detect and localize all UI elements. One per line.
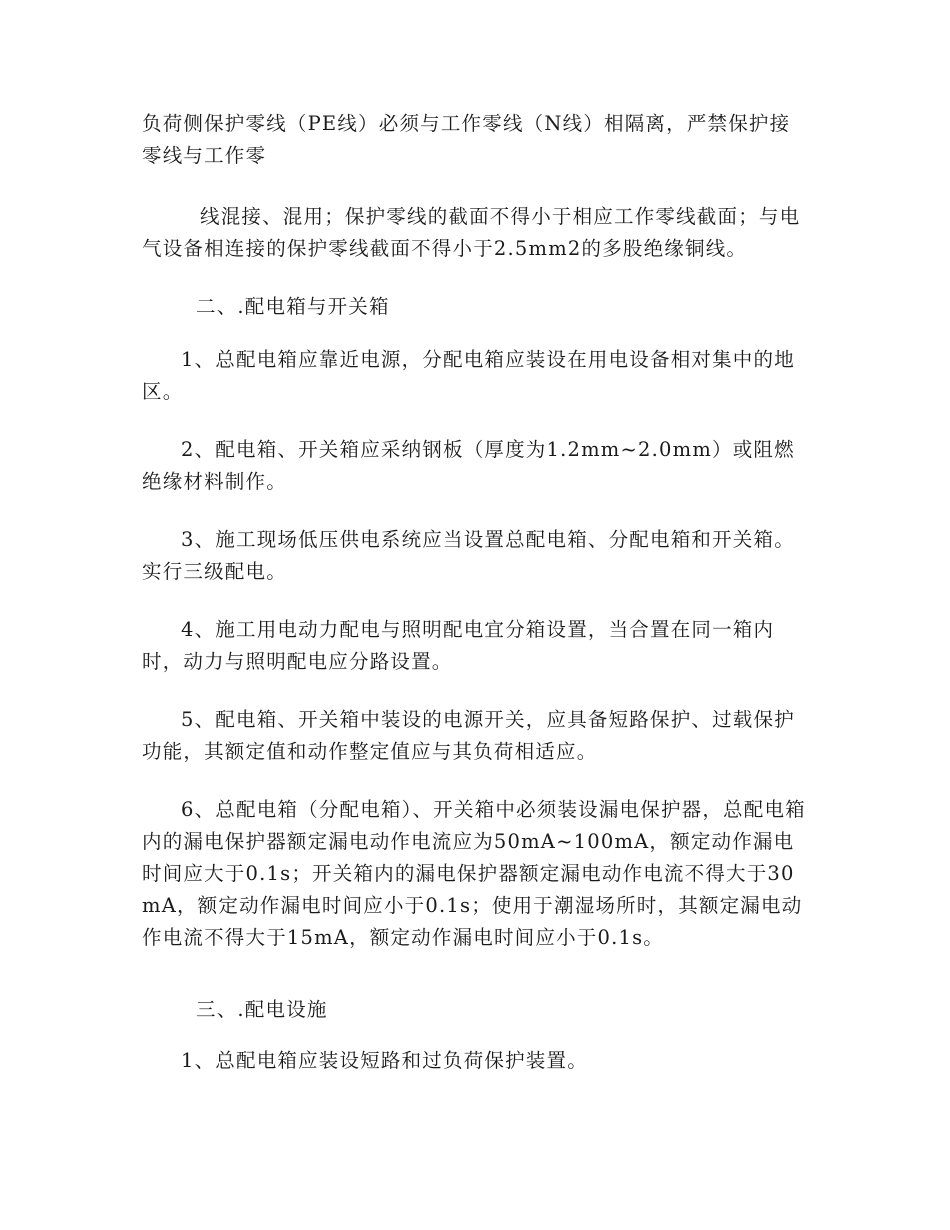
list-item-facilities-1: 1、总配电箱应装设短路和过负荷保护装置。 bbox=[181, 1049, 588, 1072]
paragraph-pe-line: 负荷侧保护零线（PE线）必须与工作零线（N线）相隔离，严禁保护接零线与工作零 bbox=[142, 112, 791, 167]
section-heading-distribution-facilities: 三、.配电设施 bbox=[196, 998, 328, 1021]
list-item-4: 4、施工用电动力配电与照明配电宜分箱设置，当合置在同一箱内时，动力与照明配电应分路设置。 bbox=[142, 618, 775, 673]
section-heading-distribution-box: 二、.配电箱与开关箱 bbox=[196, 295, 390, 318]
list-item-6: 6、总配电箱（分配电箱）、开关箱中必须装设漏电保护器，总配电箱内的漏电保护器额定漏电动作电流应为50mA~100mA，额定动作漏电时间应大于0.1s；开关箱内的漏电保护器额定漏电动作电流不得大于30mA，额定动作漏电时间应小于0.1s；使用于潮湿场所时，其额定漏电动作电流不得大于15mA，额定动作漏电时间应小于0.1s。 bbox=[142, 798, 806, 949]
list-item-5: 5、配电箱、开关箱中装设的电源开关，应具备短路保护、过载保护功能，其额定值和动作整定值应与其负荷相适应。 bbox=[142, 708, 795, 763]
list-item-1: 1、总配电箱应靠近电源，分配电箱应装设在用电设备相对集中的地区。 bbox=[142, 348, 795, 403]
list-item-2: 2、配电箱、开关箱应采纳钢板（厚度为1.2mm~2.0mm）或阻燃绝缘材料制作。 bbox=[142, 438, 795, 493]
list-item-3: 3、施工现场低压供电系统应当设置总配电箱、分配电箱和开关箱。实行三级配电。 bbox=[142, 528, 795, 583]
paragraph-pe-line-continued: 线混接、混用；保护零线的截面不得小于相应工作零线截面；与电气设备相连接的保护零线截面不得小于2.5mm2的多股绝缘铜线。 bbox=[142, 205, 801, 260]
